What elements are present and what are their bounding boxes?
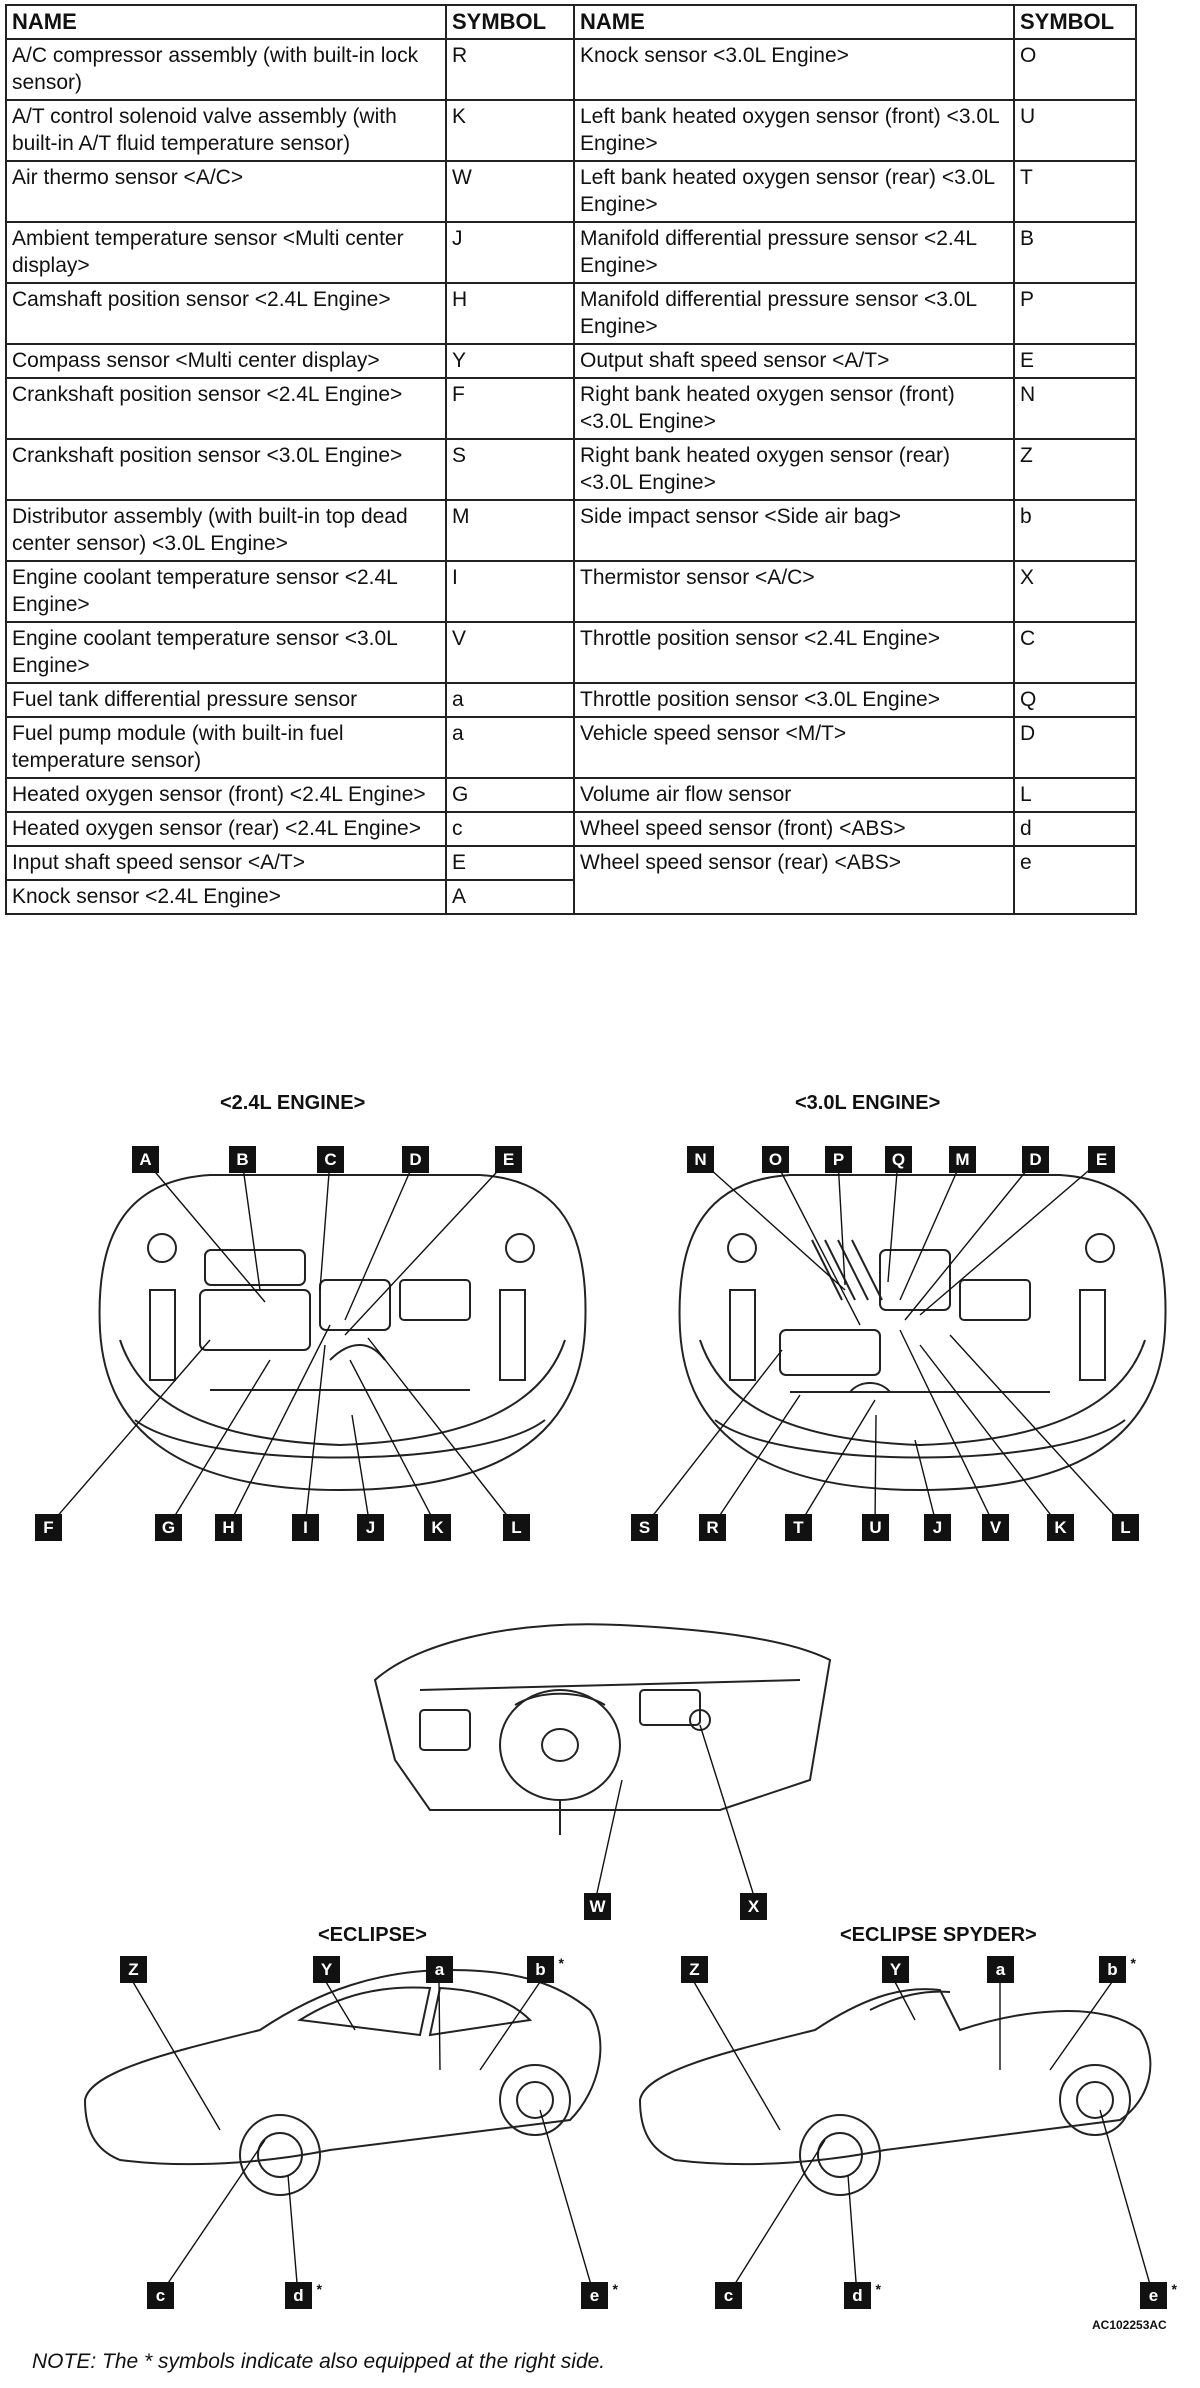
left-symbol-cell: H <box>446 283 574 344</box>
right-name-cell: Knock sensor <3.0L Engine> <box>574 39 1014 100</box>
right-symbol-cell: N <box>1014 378 1136 439</box>
left-symbol-cell: Y <box>446 344 574 378</box>
left-symbol-cell: G <box>446 778 574 812</box>
eclipse-label-Y: Y <box>313 1956 340 1983</box>
right-name-cell: Right bank heated oxygen sensor (rear) <3.0L Engine> <box>574 439 1014 500</box>
right-side-star-icon: * <box>1130 1955 1136 1971</box>
right-symbol-cell: U <box>1014 100 1136 161</box>
label-I: I <box>292 1514 319 1541</box>
label-L: L <box>503 1514 530 1541</box>
left-symbol-cell: a <box>446 717 574 778</box>
label-E: E <box>495 1146 522 1173</box>
label-C: C <box>317 1146 344 1173</box>
left-name-cell: Input shaft speed sensor <A/T> <box>6 846 446 880</box>
left-symbol-cell: E <box>446 846 574 880</box>
right-symbol-cell: e <box>1014 846 1136 914</box>
label-N: N <box>687 1146 714 1173</box>
label-O: O <box>762 1146 789 1173</box>
right-side-star-icon: * <box>558 1955 564 1971</box>
left-name-cell: A/C compressor assembly (with built-in lock sensor) <box>6 39 446 100</box>
label-M: M <box>949 1146 976 1173</box>
right-name-cell: Output shaft speed sensor <A/T> <box>574 344 1014 378</box>
label-Q: Q <box>885 1146 912 1173</box>
header-name-left: NAME <box>6 5 446 39</box>
right-symbol-cell: D <box>1014 717 1136 778</box>
eclipse-label-b <box>527 1955 564 1983</box>
label-S: S <box>631 1514 658 1541</box>
left-name-cell: Compass sensor <Multi center display> <box>6 344 446 378</box>
left-symbol-cell: I <box>446 561 574 622</box>
label-K: K <box>424 1514 451 1541</box>
label-R: R <box>699 1514 726 1541</box>
label-G: G <box>155 1514 182 1541</box>
figure-code: AC102253AC <box>1092 2318 1167 2332</box>
label-A: A <box>132 1146 159 1173</box>
left-name-cell: Knock sensor <2.4L Engine> <box>6 880 446 914</box>
label-F: F <box>35 1514 62 1541</box>
spyder-label-e <box>1140 2281 1177 2309</box>
right-name-cell: Thermistor sensor <A/C> <box>574 561 1014 622</box>
eclipse-drawing <box>85 1970 600 2195</box>
left-name-cell: Crankshaft position sensor <2.4L Engine> <box>6 378 446 439</box>
eclipse-label-d-text: d <box>293 2286 304 2305</box>
right-symbol-cell: E <box>1014 344 1136 378</box>
right-side-star-icon: * <box>1171 2281 1177 2297</box>
right-symbol-cell: X <box>1014 561 1136 622</box>
label-P: P <box>825 1146 852 1173</box>
eclipse-label-c: c <box>147 2282 174 2309</box>
left-name-cell: Fuel pump module (with built-in fuel temperature sensor) <box>6 717 446 778</box>
right-name-cell: Right bank heated oxygen sensor (front) <3.0L Engine> <box>574 378 1014 439</box>
left-name-cell: A/T control solenoid valve assembly (with built-in A/T fluid temperature sensor) <box>6 100 446 161</box>
dashboard-drawing <box>375 1624 830 1835</box>
left-name-cell: Heated oxygen sensor (front) <2.4L Engine> <box>6 778 446 812</box>
spyder-title: <ECLIPSE SPYDER> <box>840 1924 1037 1946</box>
label-U: U <box>862 1514 889 1541</box>
footnote: NOTE: The * symbols indicate also equipped at the right side. <box>32 2350 606 2373</box>
engine-30-title: <3.0L ENGINE> <box>795 1092 941 1114</box>
engine-24-title: <2.4L ENGINE> <box>220 1092 366 1114</box>
right-side-star-icon: * <box>316 2281 322 2297</box>
left-symbol-cell: K <box>446 100 574 161</box>
left-symbol-cell: R <box>446 39 574 100</box>
right-symbol-cell: C <box>1014 622 1136 683</box>
spyder-label-d-text: d <box>852 2286 863 2305</box>
right-symbol-cell: b <box>1014 500 1136 561</box>
spyder-label-b <box>1099 1955 1136 1983</box>
engine-30-drawing <box>680 1175 1166 1490</box>
eclipse-label-a: a <box>426 1956 453 1983</box>
header-symbol-left: SYMBOL <box>446 5 574 39</box>
left-symbol-cell: a <box>446 683 574 717</box>
right-name-cell: Throttle position sensor <2.4L Engine> <box>574 622 1014 683</box>
label-J: J <box>357 1514 384 1541</box>
left-name-cell: Engine coolant temperature sensor <3.0L Engine> <box>6 622 446 683</box>
engine-24-leaders <box>48 1160 516 1527</box>
label-J-30: J <box>924 1514 951 1541</box>
left-symbol-cell: S <box>446 439 574 500</box>
header-symbol-right: SYMBOL <box>1014 5 1136 39</box>
eclipse-label-e-text: e <box>589 2286 600 2305</box>
spyder-label-e-text: e <box>1148 2286 1159 2305</box>
right-name-cell: Wheel speed sensor (front) <ABS> <box>574 812 1014 846</box>
left-name-cell: Engine coolant temperature sensor <2.4L Engine> <box>6 561 446 622</box>
right-side-star-icon: * <box>875 2281 881 2297</box>
spyder-label-a: a <box>987 1956 1014 1983</box>
eclipse-leaders <box>133 1982 594 2295</box>
right-name-cell: Volume air flow sensor <box>574 778 1014 812</box>
label-H: H <box>215 1514 242 1541</box>
right-symbol-cell: Q <box>1014 683 1136 717</box>
label-B: B <box>229 1146 256 1173</box>
left-name-cell: Air thermo sensor <A/C> <box>6 161 446 222</box>
left-symbol-cell: c <box>446 812 574 846</box>
label-L-30: L <box>1112 1514 1139 1541</box>
label-W: W <box>584 1893 611 1920</box>
right-name-cell: Vehicle speed sensor <M/T> <box>574 717 1014 778</box>
left-symbol-cell: M <box>446 500 574 561</box>
right-symbol-cell: B <box>1014 222 1136 283</box>
right-name-cell: Side impact sensor <Side air bag> <box>574 500 1014 561</box>
right-name-cell: Left bank heated oxygen sensor (front) <3.0L Engine> <box>574 100 1014 161</box>
eclipse-title: <ECLIPSE> <box>318 1924 427 1946</box>
left-symbol-cell: J <box>446 222 574 283</box>
left-name-cell: Ambient temperature sensor <Multi center display> <box>6 222 446 283</box>
left-name-cell: Crankshaft position sensor <3.0L Engine> <box>6 439 446 500</box>
eclipse-label-e <box>581 2281 618 2309</box>
right-name-cell: Manifold differential pressure sensor <2.4L Engine> <box>574 222 1014 283</box>
label-T: T <box>785 1514 812 1541</box>
left-name-cell: Camshaft position sensor <2.4L Engine> <box>6 283 446 344</box>
label-X: X <box>740 1893 767 1920</box>
right-name-cell: Left bank heated oxygen sensor (rear) <3.0L Engine> <box>574 161 1014 222</box>
right-symbol-cell: L <box>1014 778 1136 812</box>
right-symbol-cell: T <box>1014 161 1136 222</box>
left-symbol-cell: V <box>446 622 574 683</box>
left-symbol-cell: W <box>446 161 574 222</box>
right-name-cell: Wheel speed sensor (rear) <ABS> <box>574 846 1014 914</box>
left-name-cell: Fuel tank differential pressure sensor <box>6 683 446 717</box>
right-symbol-cell: d <box>1014 812 1136 846</box>
eclipse-label-b-text: b <box>535 1960 546 1979</box>
spyder-label-Y: Y <box>882 1956 909 1983</box>
spyder-label-c: c <box>715 2282 742 2309</box>
header-name-right: NAME <box>574 5 1014 39</box>
eclipse-label-Z: Z <box>120 1956 147 1983</box>
left-symbol-cell: F <box>446 378 574 439</box>
left-name-cell: Heated oxygen sensor (rear) <2.4L Engine> <box>6 812 446 846</box>
label-D-30: D <box>1022 1146 1049 1173</box>
engine-24-drawing <box>100 1175 586 1490</box>
right-name-cell: Manifold differential pressure sensor <3.0L Engine> <box>574 283 1014 344</box>
eclipse-label-d <box>285 2281 322 2309</box>
spyder-leaders <box>694 1982 1153 2295</box>
right-name-cell: Throttle position sensor <3.0L Engine> <box>574 683 1014 717</box>
spyder-label-d <box>844 2281 881 2309</box>
spyder-label-b-text: b <box>1107 1960 1118 1979</box>
right-side-star-icon: * <box>612 2281 618 2297</box>
left-symbol-cell: A <box>446 880 574 914</box>
label-D: D <box>402 1146 429 1173</box>
label-K-30: K <box>1047 1514 1074 1541</box>
right-symbol-cell: Z <box>1014 439 1136 500</box>
right-symbol-cell: P <box>1014 283 1136 344</box>
left-name-cell: Distributor assembly (with built-in top dead center sensor) <3.0L Engine> <box>6 500 446 561</box>
label-V: V <box>982 1514 1009 1541</box>
spyder-label-Z: Z <box>681 1956 708 1983</box>
label-E-30: E <box>1088 1146 1115 1173</box>
right-symbol-cell: O <box>1014 39 1136 100</box>
